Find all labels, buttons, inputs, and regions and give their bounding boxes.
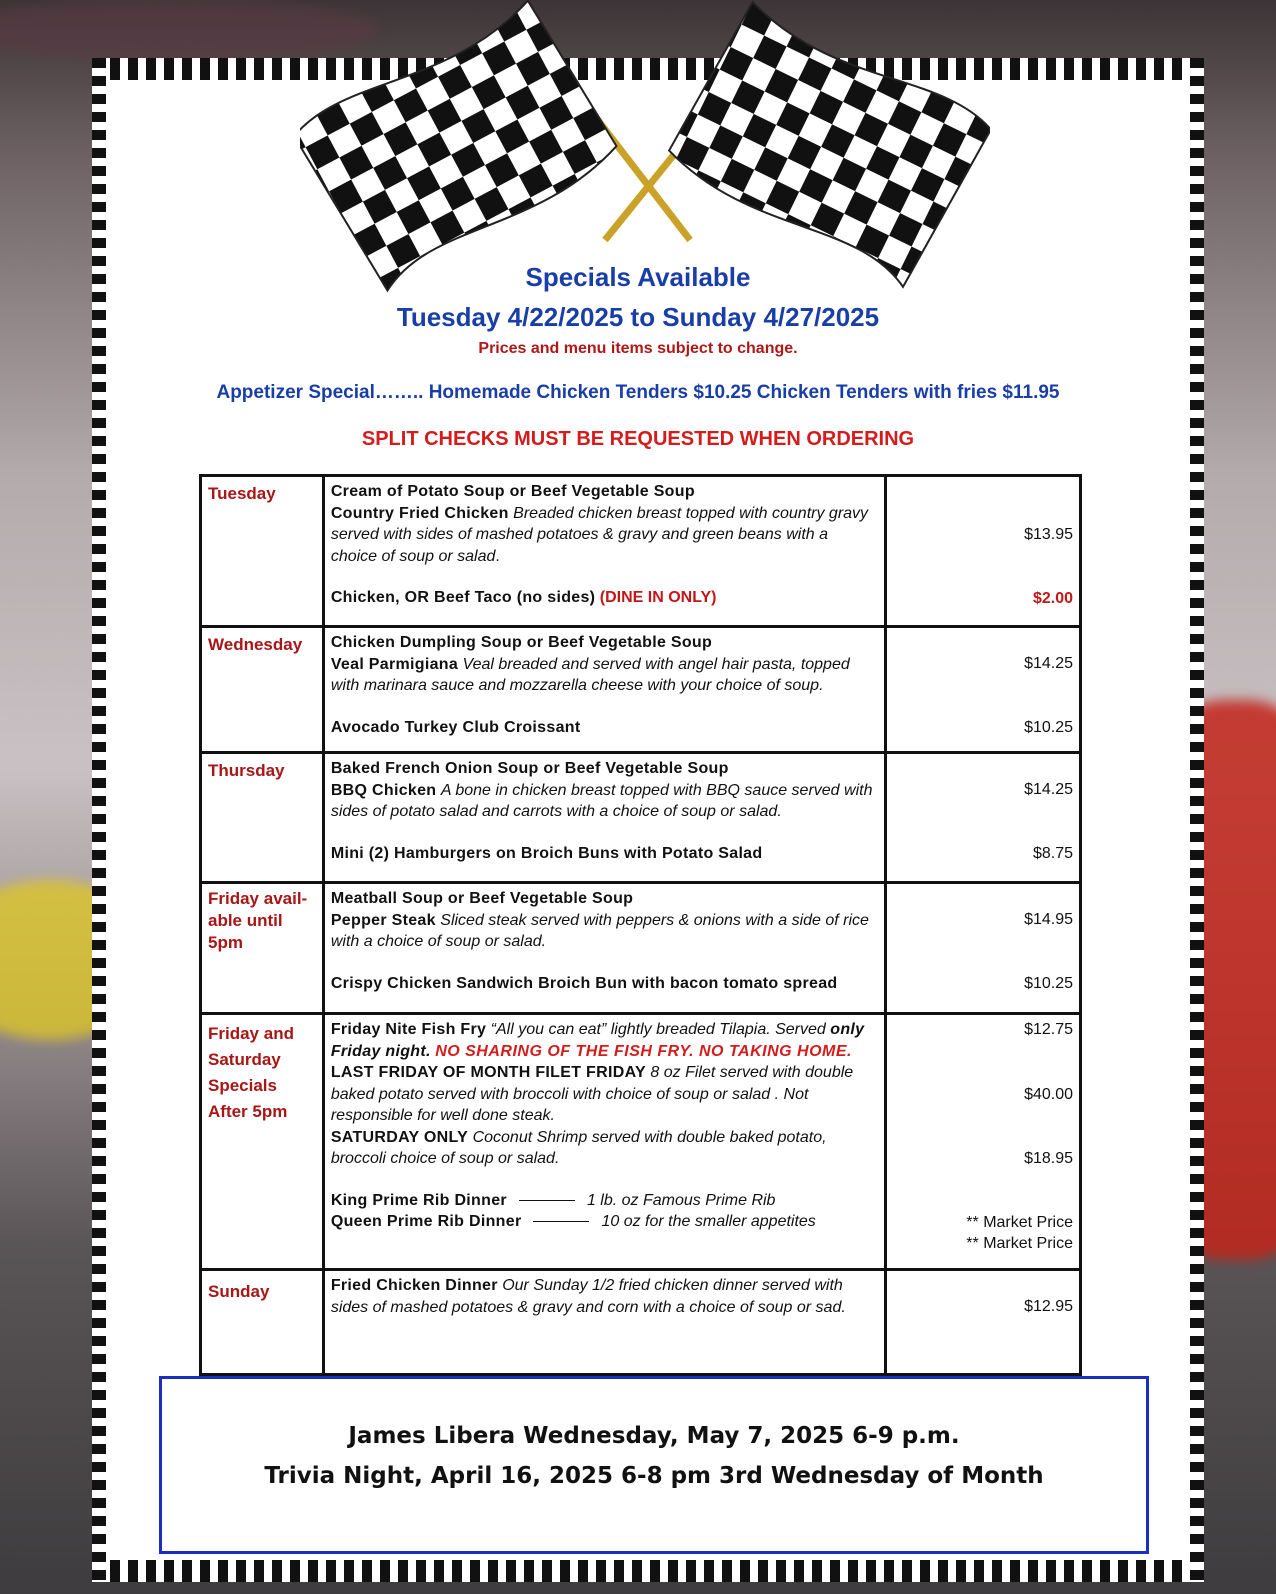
events-box — [159, 1376, 1149, 1554]
item-price: $10.25 — [1024, 718, 1073, 736]
item-description: Our Sunday 1/2 fried chicken dinner served with sides of mashed potatoes & gravy and corn with a choice of soup or sad. — [330, 1277, 846, 1316]
item-name: Chicken, OR Beef Taco (no sides) — [330, 589, 596, 606]
day-items — [323, 1270, 885, 1375]
item-name: Avocado Turkey Club Croissant — [330, 718, 581, 736]
day-items — [323, 476, 885, 627]
item-emphasis: Friday night. — [330, 1042, 431, 1060]
day-prices — [885, 476, 1080, 627]
item-price: ** Market Price — [966, 1213, 1073, 1231]
dash-divider — [533, 1221, 589, 1222]
item-name: SATURDAY ONLY — [330, 1128, 469, 1146]
item-price: $12.75 — [1024, 1021, 1073, 1038]
menu-item — [331, 654, 878, 697]
menu-item — [331, 587, 878, 609]
menu-item-queen-prime-rib — [331, 1211, 878, 1233]
item-price: $14.25 — [1024, 655, 1073, 672]
menu-item-filet — [331, 1062, 878, 1127]
table-row-tuesday — [201, 476, 1081, 627]
menu-item — [331, 1275, 878, 1318]
item-name: King Prime Rib Dinner — [330, 1191, 507, 1209]
item-description: Breaded chicken breast topped with country gravy served with sides of mashed potatoes & gravy and green beans with a choice of soup or salad — [330, 504, 869, 565]
item-price: $2.00 — [1032, 589, 1073, 607]
item-description: Coconut Shrimp served with double baked potato, broccoli choice of soup or salad. — [330, 1128, 827, 1167]
item-emphasis: only — [830, 1021, 865, 1038]
item-description: Sliced steak served with peppers & onions with a side of rice with a choice of soup or salad. — [330, 911, 869, 950]
item-name: Mini (2) Hamburgers on Broich Buns with Potato Salad — [330, 844, 763, 862]
item-description: 10 oz for the smaller appetites — [601, 1213, 816, 1230]
day-label: Wednesday — [201, 627, 324, 753]
item-description: A bone in chicken breast topped with BBQ sauce served with sides of potato salad and carrots with a choice of soup or salad. — [330, 781, 873, 820]
event-trivia: Trivia Night, April 16, 2025 6-8 pm 3rd Wednesday of Month — [264, 1463, 1044, 1489]
day-prices — [885, 753, 1080, 883]
item-price: $13.95 — [1024, 526, 1073, 543]
item-description: 1 lb. oz Famous Prime Rib — [586, 1191, 776, 1209]
day-items — [323, 627, 885, 753]
dine-in-note: (DINE IN ONLY) — [599, 589, 717, 606]
soup-line: Meatball Soup or Beef Vegetable Soup — [330, 890, 634, 907]
event-music: James Libera Wednesday, May 7, 2025 6-9 p.m. — [348, 1423, 960, 1449]
day-items — [323, 753, 885, 883]
item-name: Fried Chicken Dinner — [330, 1277, 498, 1294]
item-name: Queen Prime Rib Dinner — [330, 1213, 522, 1230]
day-items — [323, 1014, 885, 1270]
specials-table — [199, 474, 1082, 1392]
day-label: Friday and Saturday Specials After 5pm — [201, 1014, 324, 1270]
item-price: ** Market Price — [966, 1235, 1073, 1252]
day-items — [323, 883, 885, 1014]
day-prices — [885, 883, 1080, 1014]
menu-item-shrimp — [331, 1127, 878, 1170]
item-name: Pepper Steak — [330, 911, 436, 929]
table-row-friday — [201, 883, 1081, 1014]
item-name: BBQ Chicken — [330, 781, 437, 799]
table-row-thursday — [201, 753, 1081, 883]
day-label: Sunday — [201, 1270, 324, 1375]
menu-item-fish-fry — [331, 1019, 878, 1062]
item-price: $10.25 — [1024, 974, 1073, 992]
item-name: Veal Parmigiana — [330, 655, 459, 673]
item-description: “All you can eat” lightly breaded Tilapia. Served — [490, 1021, 826, 1038]
item-price: $18.95 — [1024, 1150, 1073, 1167]
table-row-wednesday — [201, 627, 1081, 753]
day-prices — [885, 1270, 1080, 1375]
soup-line: Cream of Potato Soup or Beef Vegetable Soup — [330, 483, 695, 500]
item-price: $14.25 — [1024, 781, 1073, 798]
table-row-sunday — [201, 1270, 1081, 1375]
day-prices — [885, 627, 1080, 753]
menu-item: Country Fried Chicken Breaded chicken breast topped with country gravy served with sides of mashed potatoes & gravy and green beans with a choice of soup or salad. — [330, 504, 869, 565]
table-row-weekend — [201, 1014, 1081, 1270]
item-description: Veal breaded and served with angel hair pasta, topped with marinara sauce and mozzarella cheese with your choice of soup. — [330, 655, 850, 694]
item-name: LAST FRIDAY OF MONTH FILET FRIDAY — [330, 1064, 646, 1081]
item-price: $14.95 — [1024, 911, 1073, 928]
appetizer-special: Appetizer Special…….. Homemade Chicken Tenders $10.25 Chicken Tenders with fries $11.95 — [216, 382, 1060, 403]
day-label: Tuesday — [201, 476, 324, 627]
fish-fry-warning: NO SHARING OF THE FISH FRY. NO TAKING HOME. — [435, 1042, 852, 1060]
soup-line: Baked French Onion Soup or Beef Vegetable Soup — [330, 760, 729, 777]
checkered-flags-icon — [300, 0, 990, 300]
page-title: Specials Available — [525, 262, 751, 292]
day-prices — [885, 1014, 1080, 1270]
soup-line: Chicken Dumpling Soup or Beef Vegetable Soup — [330, 634, 713, 651]
day-label: Thursday — [201, 753, 324, 883]
checkered-border-bottom — [92, 1560, 1204, 1582]
menu-item — [331, 910, 878, 953]
item-price: $40.00 — [1024, 1085, 1073, 1103]
item-description: 8 oz Filet served with double baked potato served with broccoli with choice of soup or salad . Not responsible for well done steak. — [330, 1064, 854, 1124]
menu-item — [331, 780, 878, 823]
item-price: $8.75 — [1032, 844, 1073, 862]
item-name: Crispy Chicken Sandwich Broich Bun with bacon tomato spread — [330, 974, 838, 992]
item-name: Friday Nite Fish Fry — [330, 1021, 487, 1038]
menu-item-king-prime-rib — [331, 1190, 878, 1212]
price-notice: Prices and menu items subject to change. — [478, 340, 798, 357]
split-checks-notice: SPLIT CHECKS MUST BE REQUESTED WHEN ORDERING — [361, 428, 915, 450]
item-name: Country Fried Chicken — [330, 504, 509, 522]
date-range: Tuesday 4/22/2025 to Sunday 4/27/2025 — [396, 302, 880, 332]
day-label: Friday avail-able until 5pm — [201, 883, 324, 1014]
item-price: $12.95 — [1024, 1298, 1073, 1315]
dash-divider — [519, 1200, 575, 1201]
